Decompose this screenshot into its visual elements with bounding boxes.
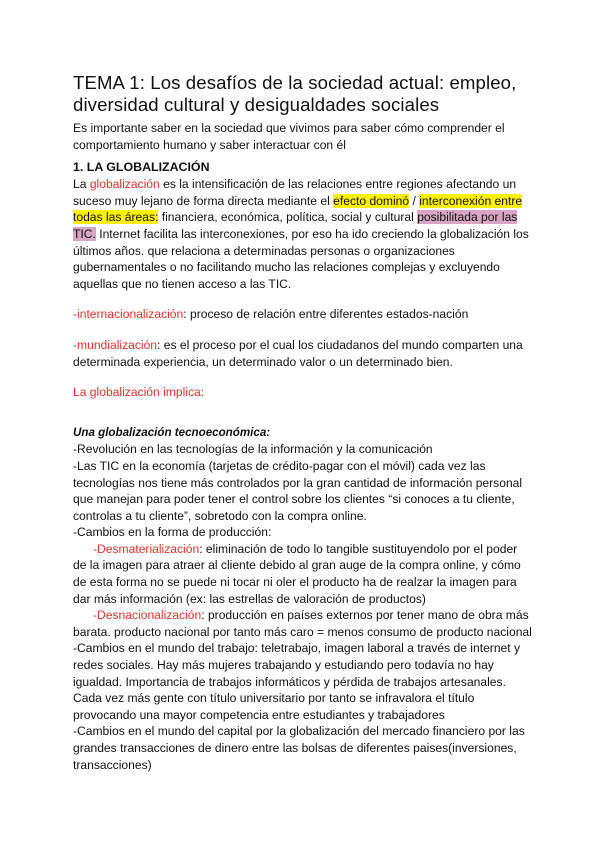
- term-desmaterializacion: -Desmaterialización: [93, 541, 200, 556]
- desmaterializacion-paragraph: -Desmaterialización: eliminación de todo lo tangible sustituyendolo por el poder de la imagen para atraer al cliente debido al gran auge de la compra online, y cómo de esta forma no se puede ni tocar ni oler el producto ha de realzar la imagen para dar más información (ex: las estrellas de valoración de productos): [73, 541, 521, 606]
- intro-paragraph: Es importante saber en la sociedad que vivimos para saber cómo comprender el comportamiento humano y saber interactuar con él: [73, 121, 505, 152]
- implica-line: La globalización implica:: [73, 385, 205, 400]
- tecnoeconomica-heading: Una globalización tecnoeconómica:: [73, 425, 271, 439]
- internacionalizacion-paragraph: -internacionalización: proceso de relación entre diferentes estados-nación: [73, 307, 469, 322]
- list-item: -Cambios en el mundo del capital por la globalización del mercado financiero por las grandes transacciones de dinero entre las bolsas de diferentes paises(inversiones, transacciones): [73, 724, 525, 772]
- term-internacionalizacion: -internacionalización: [73, 307, 184, 322]
- desnacionalizacion-paragraph: -Desnacionalización: producción en países externos por tener mano de obra más barata. producto nacional por tanto más caro = menos consumo de producto nacional: [73, 608, 532, 639]
- globalizacion-paragraph: La globalización es la intensificación de las relaciones entre regiones afectando un suceso muy lejano de forma directa mediante el efecto dominó / interconexión entre todas las áreas: financiera, económica, política, social y cultural posibilitada por las TIC. Internet facilita las interconexiones, por eso ha ido creciendo la globalización los últimos años. que relaciona a determinadas personas o organizaciones gubernamentales o no facilitando mucho las relaciones complejas y excluyendo aquellas que no tienen acceso a las TIC.: [73, 177, 529, 291]
- term-mundializacion: -mundialización: [73, 337, 158, 352]
- term-globalizacion: globalización: [89, 177, 160, 192]
- highlight-interconexion: interconexión entre todas las áreas:: [73, 193, 523, 225]
- highlight-efecto-domino: efecto dominó: [333, 193, 410, 208]
- list-item: -Revolución en las tecnologías de la información y la comunicación: [73, 442, 433, 457]
- list-item: -Cambios en el mundo del trabajo: teletrabajo, imagen laboral a través de internet y redes sociales. Hay más mujeres trabajando y estudiando pero todavía no hay igualdad. Importancia de trabajos informáticos y pérdida de trabajos artesanales. Cada vez más gente con título universitario por tanto se infravalora el título provocando una mayor competencia entre estudiantes y trabajadores: [73, 641, 521, 722]
- list-item: -Las TIC en la economía (tarjetas de crédito-pagar con el móvil) cada vez las tecnologías nos tiene más controlados por la gran cantidad de información personal que manejan para poder tener el control sobre los clientes “si conoces a tu cliente, controlas a tu cliente”, sobretodo con la compra online.: [73, 458, 523, 523]
- term-desnacionalizacion: -Desnacionalización: [93, 608, 202, 623]
- highlight-tic: posibilitada por las TIC.: [73, 210, 518, 241]
- list-item: -Cambios en la forma de producción:: [73, 525, 272, 540]
- page-title: TEMA 1: Los desafíos de la sociedad actual: empleo, diversidad cultural y desigualdades sociales: [73, 72, 517, 115]
- section-heading: 1. LA GLOBALIZACIÓN: [73, 160, 210, 175]
- document-page: [73, 72, 533, 773]
- mundializacion-paragraph: -mundialización: es el proceso por el cual los ciudadanos del mundo comparten una determinada experiencia, un determinado valor o un determinado bien.: [73, 337, 523, 369]
